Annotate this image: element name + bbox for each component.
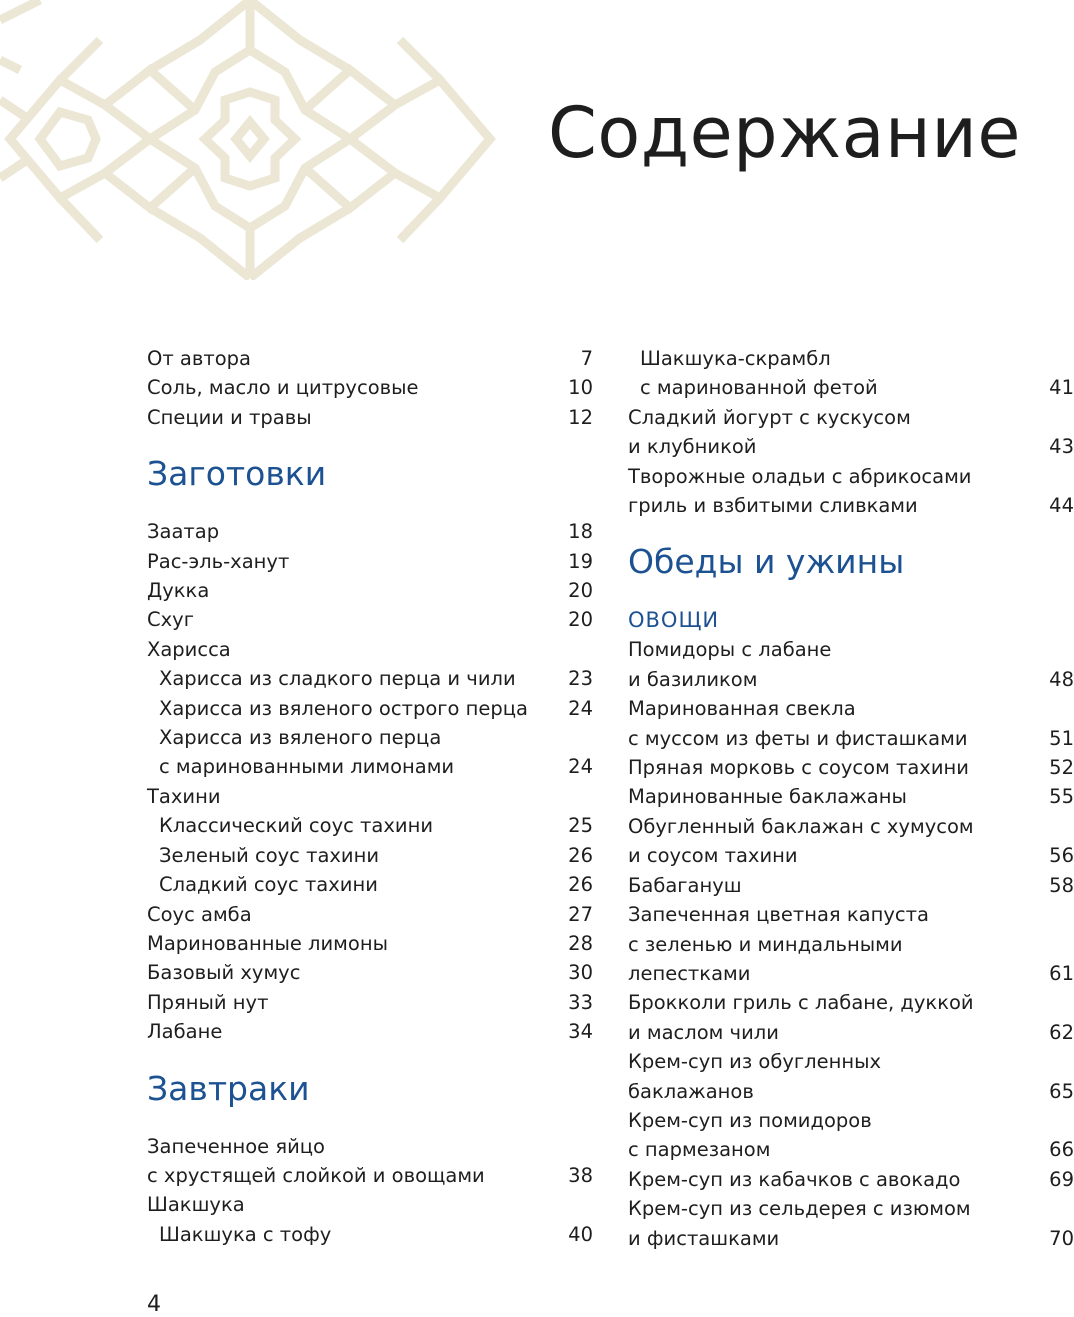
toc-entry-title	[628, 871, 1074, 900]
toc-entry[interactable]	[628, 1106, 1074, 1165]
toc-entry-line: Пряный нут	[147, 990, 269, 1014]
toc-entry[interactable]	[628, 1165, 1074, 1194]
toc-entry-line: гриль и взбитыми сливками	[628, 494, 918, 518]
toc-entry-title	[147, 1132, 593, 1191]
toc-page-number: 38	[568, 1163, 593, 1187]
toc-entry-line: Базовый хумус	[147, 961, 301, 985]
toc-entry-line: Обугленный баклажан с хумусом	[628, 814, 974, 838]
toc-entry-title	[628, 900, 1074, 988]
toc-entry-title	[147, 1190, 593, 1219]
toc-page-number: 48	[1049, 667, 1074, 691]
section-heading: Завтраки	[147, 1068, 310, 1108]
toc-entry[interactable]	[147, 958, 593, 987]
toc-entry-line: Творожные оладьи с абрикосами	[628, 464, 972, 488]
toc-entry-line: Крем-суп из кабачков с авокадо	[628, 1167, 961, 1191]
toc-entry[interactable]	[628, 1047, 1074, 1106]
toc-entry[interactable]	[147, 517, 593, 546]
toc-entry-line: с хрустящей слойкой и овощами	[147, 1163, 485, 1187]
toc-entry-title	[147, 958, 593, 987]
toc-page-number: 23	[568, 667, 593, 691]
section-heading: Обеды и ужины	[628, 542, 905, 582]
toc-entry-line: Дукка	[147, 579, 210, 603]
toc-entry-line: Крем-суп из помидоров	[628, 1108, 872, 1132]
toc-entry-title	[628, 694, 1074, 753]
toc-entry-title	[628, 344, 1074, 403]
toc-entry-line: Харисса из сладкого перца и чили	[159, 667, 516, 691]
toc-entry[interactable]	[147, 635, 593, 664]
toc-page-number: 24	[568, 696, 593, 720]
toc-entry-line: От автора	[147, 347, 251, 370]
toc-entry[interactable]	[147, 1017, 593, 1046]
toc-entry[interactable]	[147, 782, 593, 811]
toc-entry[interactable]	[628, 812, 1074, 871]
toc-entry[interactable]	[628, 900, 1074, 988]
toc-page-number: 12	[568, 405, 593, 429]
toc-entry-title	[147, 870, 593, 899]
toc-page-number: 24	[568, 755, 593, 779]
toc-page-number: 7	[580, 347, 593, 370]
toc-entry-title	[147, 694, 593, 723]
toc-entry-line: с маринованными лимонами	[159, 755, 455, 779]
toc-entry-line: Харисса из вяленого перца	[159, 726, 442, 750]
toc-entry-title	[628, 1106, 1074, 1165]
toc-entry[interactable]	[628, 344, 1074, 403]
toc-page-number: 30	[568, 961, 593, 985]
toc-entry-title	[147, 1017, 593, 1046]
toc-entry-title	[628, 812, 1074, 871]
toc-entry[interactable]	[147, 1220, 593, 1249]
toc-entry-line: Запеченная цветная капуста	[628, 903, 929, 927]
toc-entry[interactable]	[628, 635, 1074, 694]
toc-entry-line: Запеченное яйцо	[147, 1134, 325, 1158]
toc-entry[interactable]	[147, 811, 593, 840]
toc-entry-line: Маринованные баклажаны	[628, 785, 907, 809]
toc-entry[interactable]	[147, 900, 593, 929]
toc-entry-line: Сладкий йогурт с кускусом	[628, 405, 911, 429]
toc-entry-title	[628, 462, 1074, 521]
toc-entry-title	[147, 811, 593, 840]
toc-page-number: 56	[1049, 844, 1074, 868]
toc-entry[interactable]	[628, 782, 1074, 811]
toc-page-number: 44	[1049, 494, 1074, 518]
toc-entry[interactable]	[628, 694, 1074, 753]
toc-entry-line: и соусом тахини	[628, 844, 798, 868]
toc-entry-line: и базиликом	[628, 667, 758, 691]
toc-entry-line: Соус амба	[147, 902, 252, 926]
toc-entry-line: Харисса	[147, 637, 231, 661]
toc-entry[interactable]	[147, 870, 593, 899]
toc-entry-title	[628, 635, 1074, 694]
toc-page-number: 55	[1049, 785, 1074, 809]
toc-page-number: 20	[568, 608, 593, 632]
toc-page-number: 43	[1049, 435, 1074, 459]
toc-entry-title	[147, 635, 593, 664]
toc-entry[interactable]	[147, 929, 593, 958]
toc-entry[interactable]	[147, 373, 593, 402]
toc-entry-line: и фисташками	[628, 1226, 780, 1250]
toc-entry[interactable]	[147, 988, 593, 1017]
toc-entry-line: Лабане	[147, 1020, 223, 1044]
toc-entry-title	[147, 1220, 593, 1249]
toc-entry[interactable]	[147, 694, 593, 723]
toc-page-number: 25	[568, 814, 593, 838]
toc-entry-title	[147, 723, 593, 782]
toc-page-number: 10	[568, 376, 593, 400]
toc-entry-title	[147, 605, 593, 634]
toc-entry-line: Маринованные лимоны	[147, 931, 388, 955]
page-title: Содержание	[548, 92, 1021, 174]
toc-page-number: 34	[568, 1020, 593, 1044]
toc-page-number: 70	[1049, 1226, 1074, 1250]
toc-entry-title	[628, 1047, 1074, 1106]
toc-entry[interactable]	[628, 462, 1074, 521]
toc-entry[interactable]	[147, 403, 593, 432]
toc-page-number: 58	[1049, 873, 1074, 897]
toc-entry-title	[147, 517, 593, 546]
toc-page-number: 62	[1049, 1020, 1074, 1044]
toc-entry-line: Классический соус тахини	[159, 814, 433, 838]
toc-entry-line: Специи и травы	[147, 405, 312, 429]
toc-entry-line: Шакшука-скрамбл	[640, 347, 831, 370]
toc-page-number: 26	[568, 843, 593, 867]
toc-entry-line: Схуг	[147, 608, 194, 632]
toc-entry-line: Крем-суп из сельдерея с изюмом	[628, 1197, 971, 1221]
toc-entry-line: с муссом из феты и фисташками	[628, 726, 968, 750]
toc-entry[interactable]	[628, 871, 1074, 900]
toc-entry[interactable]	[147, 344, 593, 373]
toc-page-number: 69	[1049, 1167, 1074, 1191]
toc-entry-line: Зеленый соус тахини	[159, 843, 380, 867]
toc-entry-line: Соль, масло и цитрусовые	[147, 376, 419, 400]
toc-page-number: 18	[568, 520, 593, 544]
toc-page-number: 61	[1049, 961, 1074, 985]
toc-entry[interactable]	[147, 664, 593, 693]
toc-page-number: 27	[568, 902, 593, 926]
toc-entry-title	[628, 1194, 1074, 1253]
toc-entry-title	[147, 373, 593, 402]
toc-entry-line: Заатар	[147, 520, 220, 544]
toc-entry-title	[628, 988, 1074, 1047]
toc-entry-line: Шакшука с тофу	[159, 1222, 332, 1246]
toc-entry[interactable]	[628, 988, 1074, 1047]
toc-entry[interactable]	[147, 576, 593, 605]
toc-entry[interactable]	[147, 723, 593, 782]
toc-page-number: 51	[1049, 726, 1074, 750]
toc-page-number: 20	[568, 579, 593, 603]
toc-entry-line: баклажанов	[628, 1079, 754, 1103]
toc-entry[interactable]	[628, 753, 1074, 782]
toc-page-number: 26	[568, 873, 593, 897]
toc-entry-line: с маринованной фетой	[640, 376, 878, 400]
section-heading: Заготовки	[147, 454, 327, 494]
page-number: 4	[147, 1292, 161, 1317]
toc-entry-title	[628, 753, 1074, 782]
toc-left-column	[147, 344, 593, 1249]
toc-entry[interactable]	[147, 841, 593, 870]
toc-entry-title	[628, 403, 1074, 462]
toc-page-number: 66	[1049, 1138, 1074, 1162]
toc-entry-line: Тахини	[147, 784, 221, 808]
toc-entry-title	[628, 1165, 1074, 1194]
toc-entry-line: Бабагануш	[628, 873, 742, 897]
toc-entry-line: и клубникой	[628, 435, 757, 459]
toc-entry-title	[147, 929, 593, 958]
toc-page-number: 28	[568, 931, 593, 955]
toc-entry[interactable]	[147, 1132, 593, 1191]
toc-entry-line: Крем-суп из обугленных	[628, 1050, 882, 1074]
toc-entry-title	[628, 782, 1074, 811]
toc-entry[interactable]	[628, 1194, 1074, 1253]
toc-entry-line: Помидоры с лабане	[628, 638, 832, 662]
toc-entry-title	[147, 403, 593, 432]
toc-entry-line: лепестками	[628, 961, 751, 985]
toc-page-number: 52	[1049, 756, 1074, 780]
toc-entry-title	[147, 547, 593, 576]
toc-page-number: 41	[1049, 376, 1074, 400]
toc-entry[interactable]	[147, 1190, 593, 1219]
toc-entry-line: с зеленью и миндальными	[628, 932, 903, 956]
toc-entry-title	[147, 988, 593, 1017]
toc-entry-title	[147, 841, 593, 870]
toc-entry-line: Сладкий соус тахини	[159, 873, 378, 897]
toc-entry-line: с пармезаном	[628, 1138, 771, 1162]
subsection-heading: ОВОЩИ	[628, 608, 720, 633]
toc-page-number: 65	[1049, 1079, 1074, 1103]
toc-entry-title	[147, 782, 593, 811]
toc-entry-line: и маслом чили	[628, 1020, 779, 1044]
toc-entry-line: Шакшука	[147, 1193, 245, 1217]
toc-entry-line: Маринованная свекла	[628, 697, 856, 721]
toc-entry-title	[147, 344, 593, 373]
geometric-lattice-ornament-icon	[0, 0, 500, 280]
toc-entry[interactable]	[147, 605, 593, 634]
toc-page-number: 19	[568, 549, 593, 573]
toc-entry-title	[147, 576, 593, 605]
toc-right-column	[628, 344, 1074, 1253]
toc-page-number: 40	[568, 1222, 593, 1246]
toc-entry-title	[147, 664, 593, 693]
toc-entry-line: Харисса из вяленого острого перца	[159, 696, 528, 720]
toc-entry[interactable]	[628, 403, 1074, 462]
toc-page-number: 33	[568, 990, 593, 1014]
toc-entry[interactable]	[147, 547, 593, 576]
toc-entry-title	[147, 900, 593, 929]
toc-entry-line: Пряная морковь с соусом тахини	[628, 756, 969, 780]
toc-entry-line: Рас-эль-ханут	[147, 549, 290, 573]
toc-entry-line: Брокколи гриль с лабане, дуккой	[628, 991, 974, 1015]
